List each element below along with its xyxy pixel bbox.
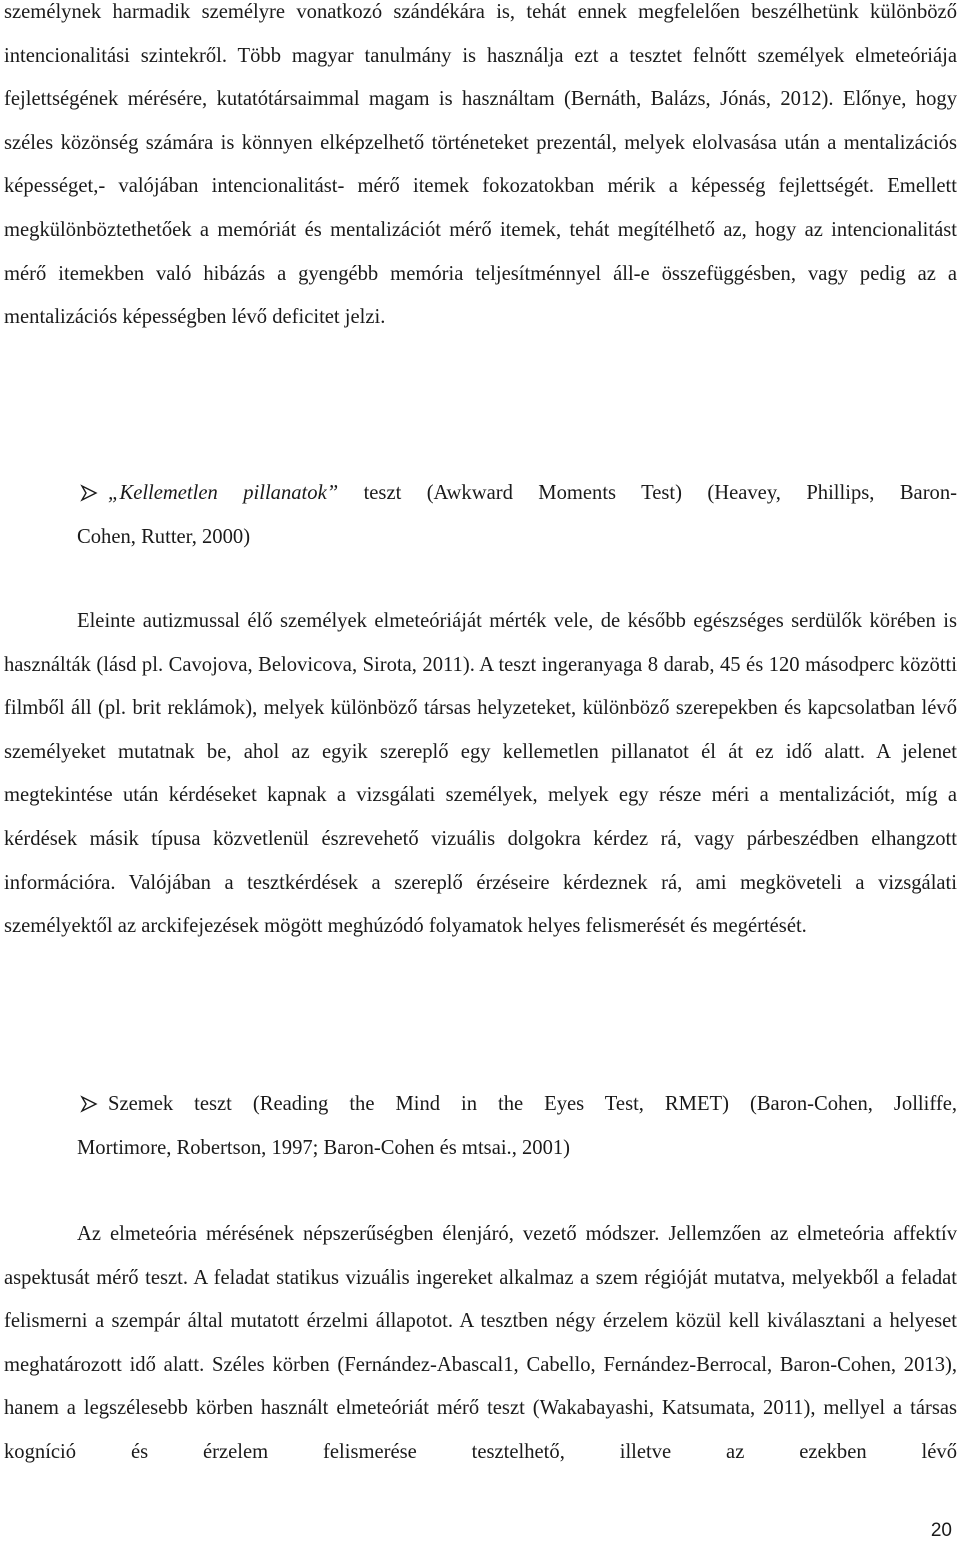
heading-line-1 xyxy=(4,1083,957,1127)
heading-line-2: Cohen, Rutter, 2000) xyxy=(77,525,251,548)
page-number: 20 xyxy=(930,1520,952,1541)
heading-line-2: Mortimore, Robertson, 1997; Baron-Cohen és mtsai., 2001) xyxy=(77,1136,571,1159)
heading-title-italic: „Kellemetlen pillanatok” xyxy=(108,482,339,504)
paragraph-eyes-test: Az elmeteória mérésének népszerűségben élenjáró, vezető módszer. Jellemzően az elmeteória affektív aspektusát mérő teszt. A feladat statikus vizuális ingereket alkalmaz a szem régióját mutatva, melyekből a feladat felismerni a szempár által mutatott érzelmi állapotot. A tesztben négy érzelem közül kell kiválasztani a helyeset meghatározott idő alatt. Széles körben (Fernández-Abascal1, Cabello, Fernández-Berrocal, Baron-Cohen, 2013), hanem a legszélesebb körben használt elmeteóriát mérő teszt (Wakabayashi, Katsumata, 2011), mellyel a társas kogníció és érzelem felismerése tesztelhető, illetve az ezekben lévő xyxy=(4,1223,957,1463)
paragraph-awkward-moments: Eleinte autizmussal élő személyek elmeteóriáját mérték vele, de később egészséges serdülők körében is használták (lásd pl. Cavojova, Belovicova, Sirota, 2011). A teszt ingeranyaga 8 darab, 45 és 120 másodperc közötti filmből áll (pl. brit reklámok), melyek különböző társas helyzeteket, különböző szerepekben és kapcsolatban lévő személyeket mutatnak be, ahol az egyik szereplő egy kellemetlen pillanatot él át ez idő alatt. A jelenet megtekintése után kérdéseket kapnak a vizsgálati személyek, melyek egy része méri a mentalizációt, míg a kérdések másik típusa közvetlenül észrevehető vizuális dolgokra kérdez rá, vagy párbeszédben elhangzott információra. Valójában a tesztkérdések a szereplő érzéseire kérdeznek rá, ami megköveteli a vizsgálati személyektől az arckifejezések mögött meghúzódó folyamatok helyes felismerését és megértését. xyxy=(4,610,957,938)
heading-title-rest: teszt (Awkward Moments Test) (Heavey, Phillips, Baron- xyxy=(338,482,958,504)
arrowhead-bullet-icon xyxy=(80,1095,98,1113)
arrowhead-bullet-icon xyxy=(80,484,98,502)
heading-title: Szemek teszt (Reading the Mind in the Eyes Test, RMET) (Baron-Cohen, Jolliffe, xyxy=(108,1093,957,1115)
paragraph-intentionality-tests: személynek harmadik személyre vonatkozó szándékára is, tehát ennek megfelelően beszélhetünk különböző intencionalitási szintekről. Több magyar tanulmány is használja ezt a tesztet felnőtt személyek elmeteóriája fejlettségének mérésére, kutatótársaimmal magam is használtam (Bernáth, Balázs, Jónás, 2012). Előnye, hogy széles közönség számára is könnyen elképzelhető történeteket prezentál, melyek elolvasása után a mentalizációs képességet,- valójában intencionalitást- mérő itemek fokozatokban mérik a képesség fejlettségét. Emellett megkülönböztethetőek a memóriát és mentalizációt mérő itemek, tehát megítélhető az, hogy az intencionalitást mérő itemekben való hibázás a gyengébb memória teljesítménnyel áll-e összefüggésben, vagy pedig az a mentalizációs képességben lévő deficitet jelzi. xyxy=(4,1,957,329)
section-heading-eyes-test xyxy=(4,1083,957,1170)
heading-line-1 xyxy=(4,472,957,516)
section-heading-awkward-moments xyxy=(4,472,957,559)
